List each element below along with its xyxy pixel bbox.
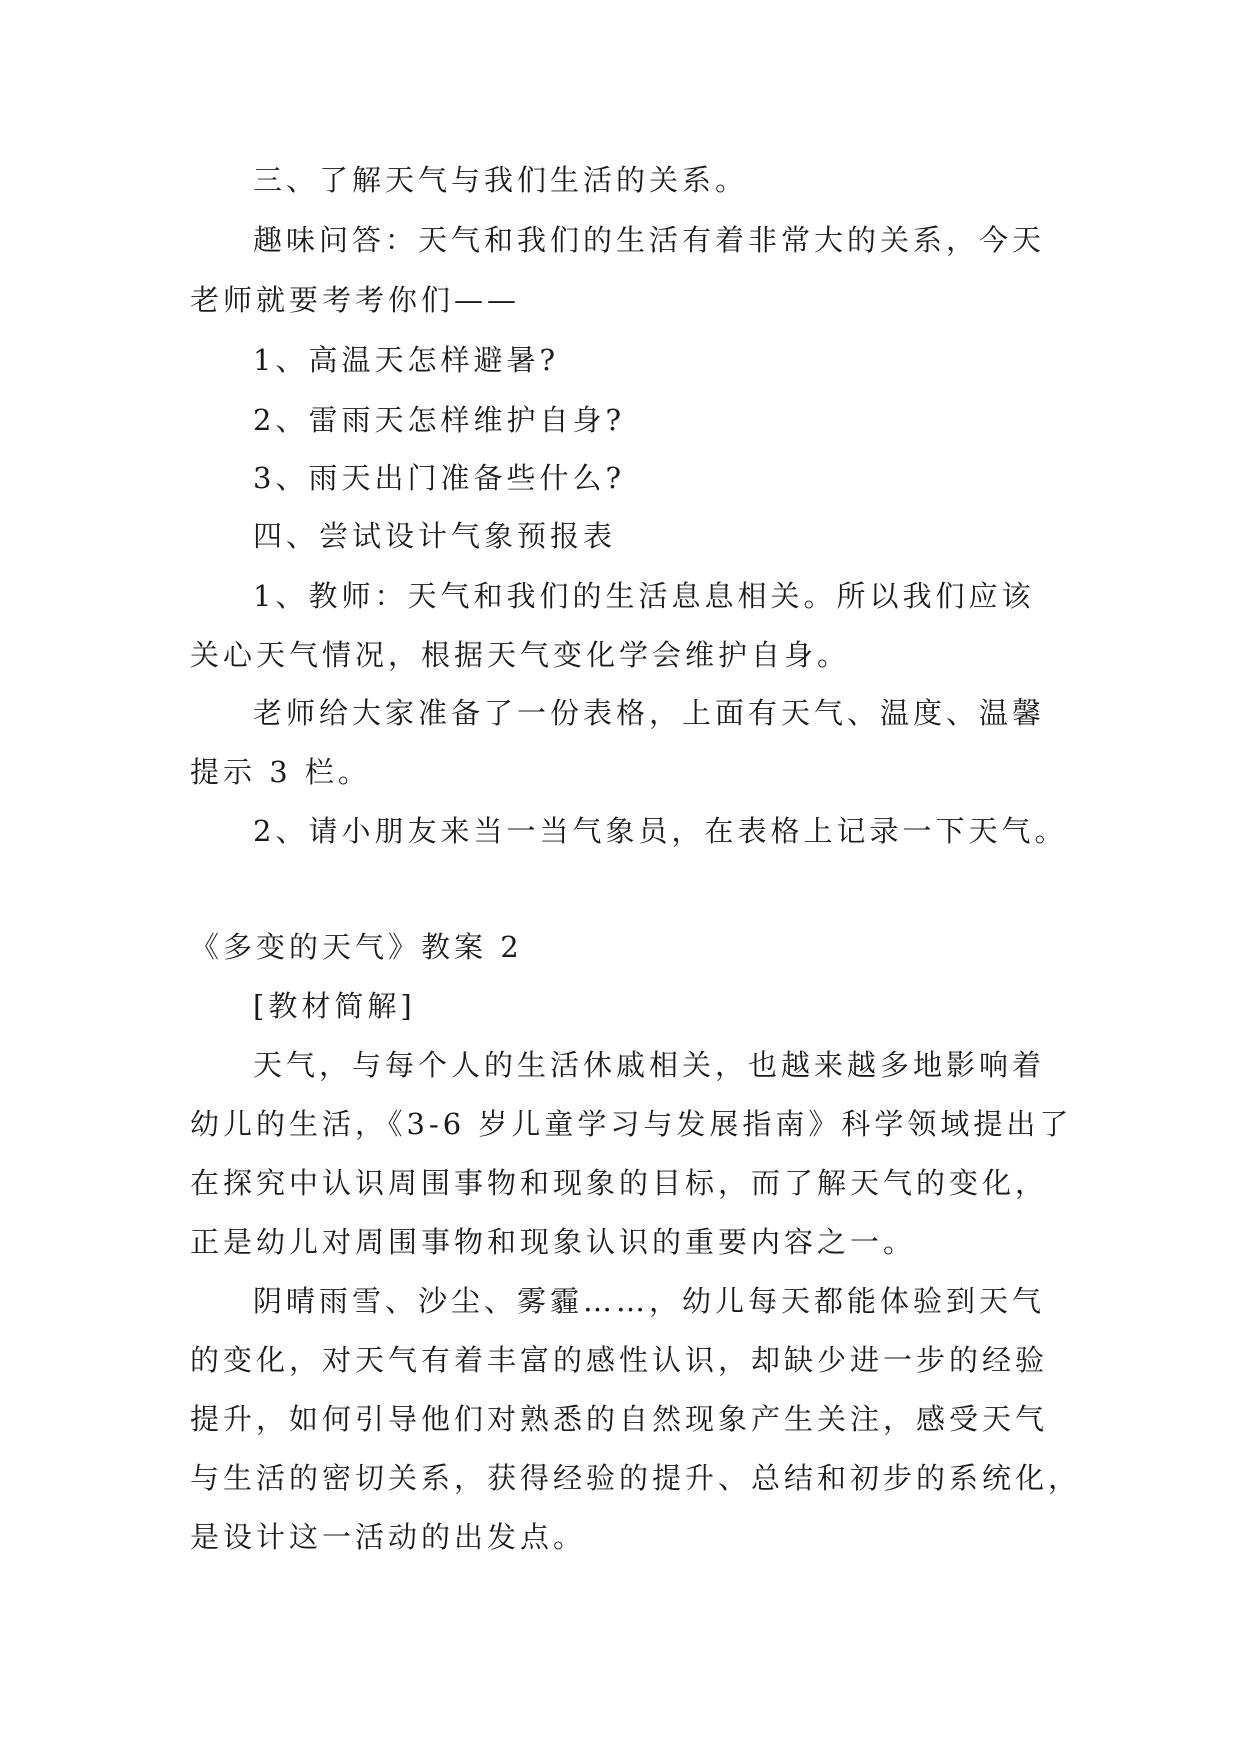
- paragraph-line: 阴晴雨雪、沙尘、雾霾……，幼儿每天都能体验到天气: [253, 1284, 1046, 1318]
- paragraph-line: 在探究中认识周围事物和现象的目标，而了解天气的变化，: [190, 1166, 1049, 1200]
- paragraph-line: 的变化，对天气有着丰富的感性认识，却缺少进一步的经验: [190, 1343, 1049, 1377]
- paragraph-line: 提示 3 栏。: [190, 755, 371, 789]
- paragraph-line: 趣味问答：天气和我们的生活有着非常大的关系，今天: [253, 223, 1046, 257]
- paragraph-line: 1、教师：天气和我们的生活息息相关。所以我们应该: [253, 579, 1035, 613]
- paragraph-line: 正是幼儿对周围事物和现象认识的重要内容之一。: [190, 1225, 917, 1259]
- list-item: 3、雨天出门准备些什么?: [253, 461, 625, 495]
- paragraph-line: 是设计这一活动的出发点。: [190, 1520, 587, 1554]
- section-heading: 三、了解天气与我们生活的关系。: [253, 163, 749, 197]
- document-title: 《多变的天气》教案 2: [190, 930, 523, 964]
- paragraph-line: 与生活的密切关系，获得经验的提升、总结和初步的系统化，: [190, 1461, 1082, 1495]
- paragraph-line: 老师就要考考你们——: [190, 283, 521, 317]
- paragraph-line: 提升，如何引导他们对熟悉的自然现象产生关注，感受天气: [190, 1402, 1049, 1436]
- list-item: 2、雷雨天怎样维护自身?: [253, 403, 625, 437]
- list-item: 1、高温天怎样避暑?: [253, 343, 559, 377]
- section-heading: [教材简解]: [253, 989, 416, 1023]
- section-heading: 四、尝试设计气象预报表: [253, 519, 617, 553]
- paragraph-line: 幼儿的生活，《3-6 岁儿童学习与发展指南》科学领域提出了: [190, 1107, 1073, 1141]
- paragraph-line: 天气，与每个人的生活休戚相关，也越来越多地影响着: [253, 1048, 1046, 1082]
- paragraph-line: 2、请小朋友来当一当气象员，在表格上记录一下天气。: [253, 814, 1068, 848]
- paragraph-line: 关心天气情况，根据天气变化学会维护自身。: [190, 638, 851, 672]
- paragraph-line: 老师给大家准备了一份表格，上面有天气、温度、温馨: [253, 696, 1046, 730]
